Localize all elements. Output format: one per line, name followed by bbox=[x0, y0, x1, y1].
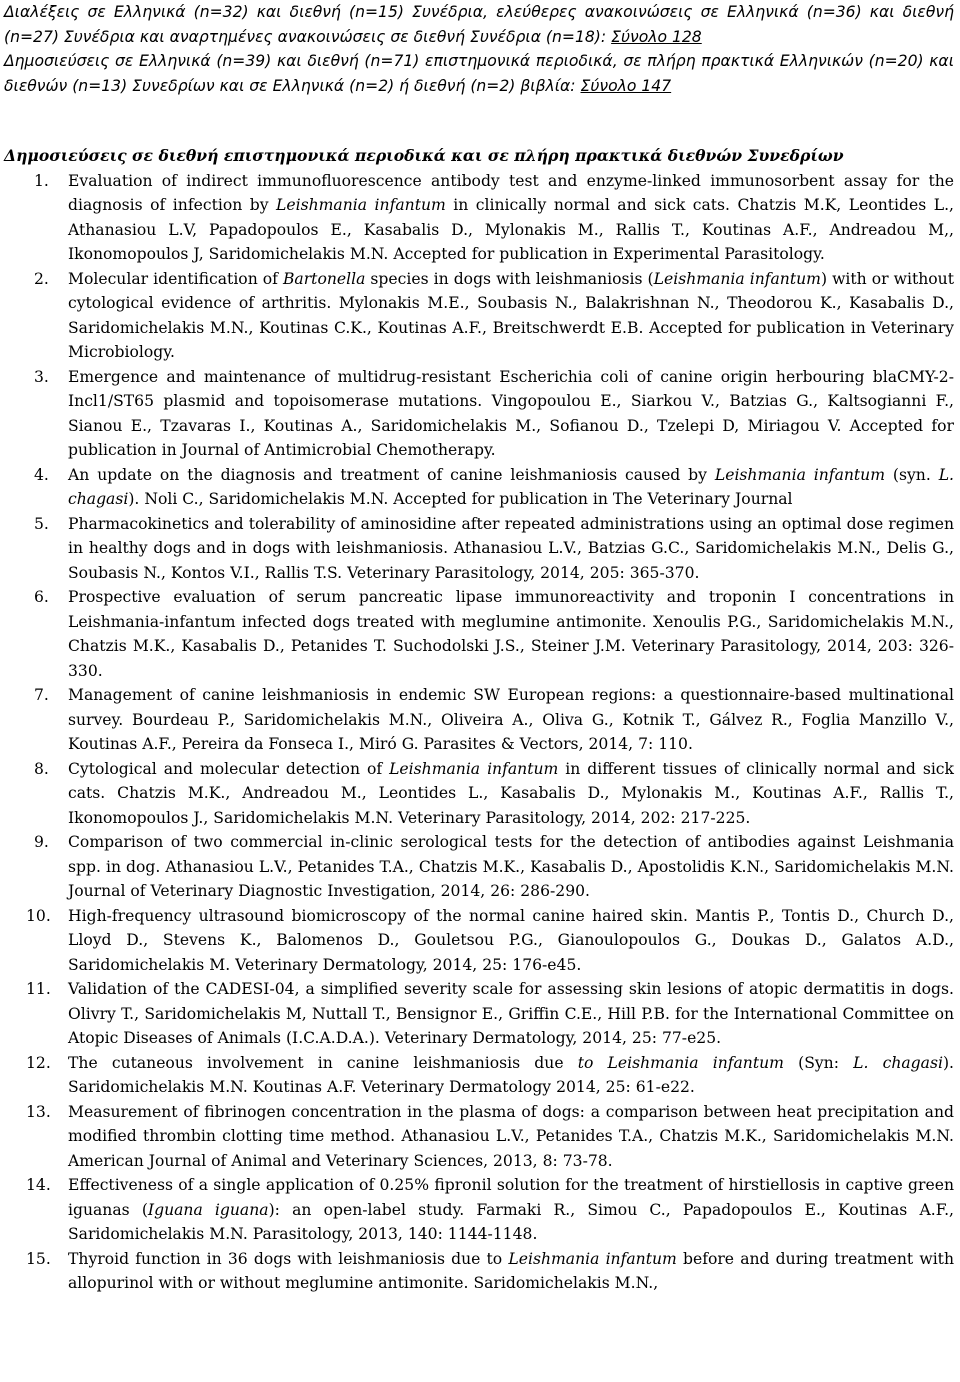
publication-text: in clinically normal and sick cats. Chatzis M.K, Leontides L., Athanasiou L.V, Papadopoulos E., Kasabalis D., Mylonakis M., Rallis T., Koutinas A.F., Andreadou M,, Ikonomopoulos J, Saridomichelakis M.N. Accepted for publication in Experimental Parasitology. bbox=[68, 196, 954, 263]
publication-text: Comparison of two commercial in-clinic serological tests for the detection of antibodies against Leishmania spp. in dog. Athanasiou L.V., Petanides T.A., Chatzis M.K., Kasabalis D., Apostolidis K.N., Saridomichelakis M.N. Journal of Veterinary Diagnostic Investigation, 2014, 26: 286-290. bbox=[68, 833, 954, 900]
publication-text: ): an open-label study. Farmaki R., Simou C., Papadopoulos E., Koutinas A.F., Saridomichelakis M.N. Parasitology, 2013, 140: 1144-1148. bbox=[68, 1200, 954, 1243]
publication-item bbox=[4, 267, 954, 365]
publication-text: Validation of the CADESI-04, a simplified severity scale for assessing skin lesions of atopic dermatitis in dogs. Olivry T., Saridomichelakis M, Nuttall T., Bensignor E., Griffin C.E., Hill P.B. for the International Committee on Atopic Diseases of Animals (I.C.A.D.A.). Veterinary Dermatology, 2014, 25: 77-e25. bbox=[68, 980, 954, 1047]
publication-italic: Leishmania infantum bbox=[276, 196, 446, 214]
publication-number: 12. bbox=[26, 1053, 51, 1072]
publication-item bbox=[4, 977, 954, 1051]
publication-item bbox=[4, 512, 954, 586]
publication-text: Measurement of fibrinogen concentration in the plasma of dogs: a comparison between heat precipitation and modified thrombin clotting time method. Athanasiou L.V., Petanides T.A., Chatzis M.K., Saridomichelakis M.N. American Journal of Animal and Veterinary Sciences, 2013, 8: 73-78. bbox=[68, 1102, 954, 1170]
intro-summary-1 bbox=[4, 0, 954, 49]
publication-text: Effectiveness of a single application of 0.25% fipronil solution for the treatment of hirstiellosis in captive green iguanas ( bbox=[68, 1176, 954, 1219]
publication-text: Emergence and maintenance of multidrug-resistant Escherichia coli of canine origin herbouring blaCMY-2-Incl1/ST65 plasmid and topoisomerase mutations. Vingopoulou E., Siarkou V., Batzias G., Kaltsogianni F., Sianou E., Tzavaras I., Koutinas A., Saridomichelakis M., Sofianou D., Tzelepi D, Miriagou V. Accepted for publication in Journal of Antimicrobial Chemotherapy. bbox=[68, 367, 954, 459]
publication-number: 13. bbox=[26, 1102, 51, 1121]
publication-item bbox=[4, 757, 954, 831]
publication-number: 11. bbox=[26, 980, 51, 998]
publication-text: ). Noli C., Saridomichelakis M.N. Accepted for publication in The Veterinary Journal bbox=[128, 490, 793, 508]
publication-italic: Leishmania infantum bbox=[508, 1249, 677, 1268]
publication-item bbox=[4, 463, 954, 512]
intro-summary-1-text: Διαλέξεις σε Ελληνικά (n=32) και διεθνή (n=15) Συνέδρια, ελεύθερες ανακοινώσεις σε Ελληνικά (n=36) και διεθνή (n=27) Συνέδρια και αναρτημένες ανακοινώσεις σε διεθνή Συνέδρια (n=18): bbox=[4, 3, 954, 46]
publication-text: The cutaneous involvement in canine leishmaniosis due bbox=[68, 1053, 578, 1072]
publication-text: ) with or without cytological evidence of arthritis. Mylonakis M.E., Soubasis N., Balakrishnan N., Theodorou K., Kasabalis D., Saridomichelakis M.N., Koutinas C.K., Koutinas A.F., Breitschwerdt E.B. Accepted for publication in Veterinary Microbiology. bbox=[68, 269, 954, 361]
publication-text: Evaluation of indirect immunofluorescence antibody test and enzyme-linked immunosorbent assay for the diagnosis of infection by bbox=[68, 171, 954, 214]
publication-item bbox=[4, 830, 954, 904]
total-128-link[interactable]: Σύνολο 128 bbox=[611, 27, 702, 46]
publication-number: 7. bbox=[34, 686, 49, 704]
publication-italic: Leishmania infantum bbox=[389, 759, 559, 778]
publication-text: in different tissues of clinically normal and sick cats. Chatzis M.K., Andreadou M., Leontides L., Kasabalis D., Mylonakis M., Koutinas A.F., Rallis T., Ikonomopoulos J., Saridomichelakis M.N. Veterinary Parasitology, 2014, 202: 217-225. bbox=[68, 759, 954, 827]
publication-item bbox=[4, 585, 954, 683]
publication-text: An update on the diagnosis and treatment of canine leishmaniosis caused by bbox=[68, 465, 715, 484]
publication-item bbox=[4, 1247, 954, 1296]
publication-text: High-frequency ultrasound biomicroscopy of the normal canine haired skin. Mantis P., Tontis D., Church D., Lloyd D., Stevens K., Balomenos D., Gouletsou P.G., Gianoulopoulos G., Doukas D., Galatos A.D., Saridomichelakis M. Veterinary Dermatology, 2014, 25: 176-e45. bbox=[68, 906, 954, 974]
publication-italic: Leishmania infantum bbox=[653, 269, 821, 288]
publication-item bbox=[4, 1173, 954, 1247]
publication-item bbox=[4, 904, 954, 978]
publication-text: Cytological and molecular detection of bbox=[68, 759, 390, 778]
publication-text: (Syn: bbox=[783, 1053, 854, 1072]
publication-italic: L. chagasi bbox=[68, 465, 954, 508]
publication-number: 8. bbox=[34, 759, 49, 778]
publication-italic: L. chagasi bbox=[853, 1053, 943, 1072]
total-147-link[interactable]: Σύνολο 147 bbox=[580, 76, 672, 95]
publication-number: 2. bbox=[34, 269, 49, 288]
publication-text: before and during treatment with allopurinol with or without meglumine antimonite. Saridomichelakis M.N., bbox=[68, 1249, 954, 1292]
publication-italic: Iguana iguana bbox=[147, 1200, 269, 1219]
publication-text: Prospective evaluation of serum pancreatic lipase immunoreactivity and troponin I concentrations in Leishmania-infantum infected dogs treated with meglumine antimonite. Xenoulis P.G., Saridomichelakis M.N., Chatzis M.K., Kasabalis D., Petanides T. Suchodolski J.S., Steiner J.M. Veterinary Parasitology, 2014, 203: 326-330. bbox=[68, 588, 954, 680]
publication-text: Molecular identification of bbox=[68, 269, 283, 288]
publication-italic: Leishmania infantum bbox=[714, 465, 886, 484]
publication-number: 9. bbox=[34, 833, 49, 851]
publication-item bbox=[4, 1100, 954, 1174]
publication-number: 6. bbox=[34, 588, 49, 606]
publication-number: 14. bbox=[26, 1176, 51, 1194]
publication-number: 1. bbox=[34, 171, 49, 190]
publication-text: Thyroid function in 36 dogs with leishmaniosis due to bbox=[68, 1249, 509, 1268]
publication-item bbox=[4, 169, 954, 267]
publication-number: 15. bbox=[26, 1249, 51, 1268]
publication-text: Pharmacokinetics and tolerability of aminosidine after repeated administrations using an optimal dose regimen in healthy dogs and in dogs with leishmaniosis. Athanasiou L.V., Batzias G.C., Saridomichelakis M.N., Delis G., Soubasis N., Kontos V.I., Rallis T.S. Veterinary Parasitology, 2014, 205: 365-370. bbox=[68, 514, 954, 582]
publication-text: ). Saridomichelakis M.N. Koutinas A.F. Veterinary Dermatology 2014, 25: 61-e22. bbox=[68, 1053, 954, 1096]
publication-text: Management of canine leishmaniosis in endemic SW European regions: a questionnaire-based multinational survey. Bourdeau P., Saridomichelakis M.N., Oliveira A., Oliva G., Kotnik T., Gálvez R., Foglia Manzillo V., Koutinas A.F., Pereira da Fonseca I., Miró G. Parasites & Vectors, 2014, 7: 110. bbox=[68, 686, 954, 753]
publication-text: species in dogs with leishmaniosis ( bbox=[365, 269, 654, 288]
publication-number: 5. bbox=[34, 514, 49, 533]
publication-number: 3. bbox=[34, 367, 49, 386]
publication-item bbox=[4, 1051, 954, 1100]
publication-number: 4. bbox=[34, 465, 49, 484]
intro-summary-2-text: Δημοσιεύσεις σε Ελληνικά (n=39) και διεθνή (n=71) επιστημονικά περιοδικά, σε πλήρη πρακτικά Ελληνικών (n=20) και διεθνών (n=13) Συνεδρίων και σε Ελληνικά (n=2) ή διεθνή (n=2) βιβλία: bbox=[4, 52, 954, 95]
section-title: Δημοσιεύσεις σε διεθνή επιστημονικά περιοδικά και σε πλήρη πρακτικά διεθνών Συνεδρίων bbox=[4, 146, 844, 165]
intro-summary-2 bbox=[4, 49, 954, 98]
publication-list bbox=[4, 169, 954, 1296]
publication-item bbox=[4, 365, 954, 463]
publication-text: (syn. bbox=[885, 465, 939, 484]
publication-item bbox=[4, 683, 954, 757]
publication-italic: to Leishmania infantum bbox=[577, 1053, 784, 1072]
publication-italic: Bartonella bbox=[282, 269, 366, 288]
publication-number: 10. bbox=[26, 906, 51, 925]
